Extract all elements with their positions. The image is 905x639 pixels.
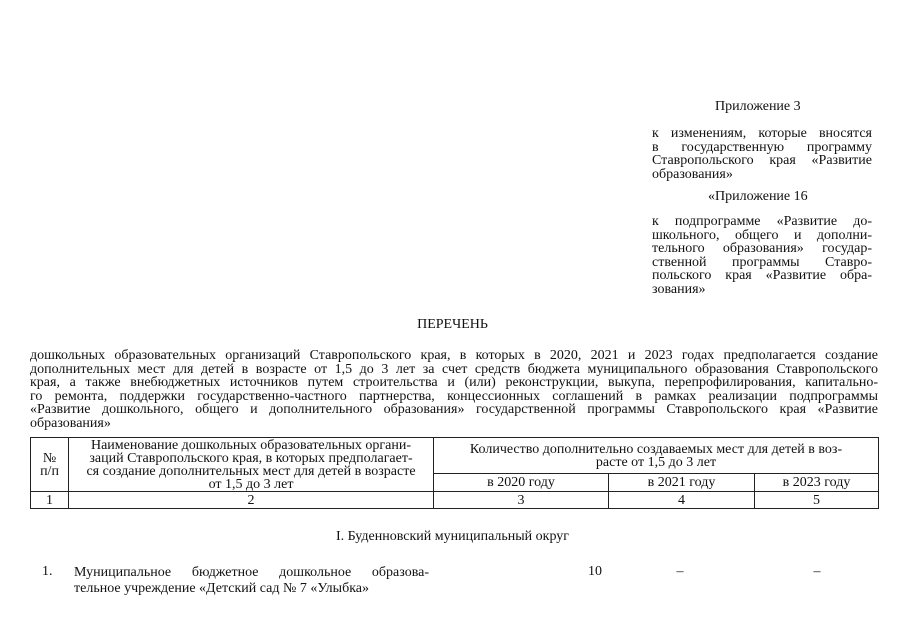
header-year-2021: в 2021 году: [609, 474, 755, 492]
appendix-subprogram-line: зования»: [652, 281, 706, 297]
appendix-subprogram-ref: [652, 215, 872, 296]
row-value-2023: –: [813, 564, 821, 579]
appendix-subprogram-line: ственной программы Ставро-: [652, 254, 872, 270]
intro-line: го ремонта, поддержки государственно-частного партнерства, концессионных соглашений в рамках реализации подпрограммы: [30, 388, 878, 404]
column-number-cell: 2: [69, 492, 434, 509]
row-org-name: [74, 565, 429, 597]
appendix-subprogram-line: тельного образования» государ-: [652, 241, 872, 256]
appendix-changes-line: к изменениям, которые вносятся: [652, 126, 872, 141]
appendix-changes-line: в государственную программу: [652, 139, 872, 155]
appendix-changes-ref: [652, 127, 872, 181]
appendix16-title: «Приложение 16: [708, 189, 808, 204]
appendix-changes-line: Ставропольского края «Развитие: [652, 153, 872, 168]
column-number-cell: 5: [755, 492, 879, 509]
header-year-2023: в 2023 году: [755, 474, 879, 492]
intro-line: образования»: [30, 415, 111, 431]
places-table: [30, 437, 879, 509]
header-year-2020: в 2020 году: [434, 474, 609, 492]
intro-line: края, а также внебюджетных источников путем строительства и (или) реконструкции, выкупа, перепрофилирования, капитально-: [30, 375, 878, 390]
column-number-cell: 3: [434, 492, 609, 509]
document-heading: ПЕРЕЧЕНЬ: [417, 317, 488, 332]
intro-line: «Развитие дошкольного, общего и дополнительного образования» государственной программы Ставропольского края «Развитие: [30, 402, 878, 417]
row-org-name-line: Муниципальное бюджетное дошкольное образова-: [74, 565, 429, 580]
appendix-changes-line: образования»: [652, 166, 733, 182]
row-number: 1.: [42, 564, 53, 579]
appendix-subprogram-line: польского края «Развитие обра-: [652, 268, 872, 283]
intro-line: дополнительных мест для детей в возрасте от 1,5 до 3 лет за счет средств бюджета муниципального образования Ставропольского: [30, 361, 878, 377]
row-value-2020: 10: [588, 564, 602, 579]
header-number: № п/п: [31, 438, 69, 492]
column-number-cell: 4: [609, 492, 755, 509]
row-org-name-line: тельное учреждение «Детский сад № 7 «Улыбка»: [74, 581, 369, 596]
section-title: I. Буденновский муниципальный округ: [335, 529, 570, 544]
header-quantity: Количество дополнительно создаваемых мест для детей в воз- расте от 1,5 до 3 лет: [434, 438, 879, 474]
header-org-name: Наименование дошкольных образовательных органи- заций Ставропольского края, в которых предполагает- ся создание дополнительных мест для детей в возрасте от 1,5 до 3 лет: [69, 438, 434, 492]
appendix-title: Приложение 3: [715, 99, 801, 114]
row-value-2021: –: [676, 564, 684, 579]
appendix-subprogram-line: к подпрограмме «Развитие до-: [652, 214, 872, 229]
appendix-subprogram-line: школьного, общего и дополни-: [652, 227, 872, 243]
column-number-cell: 1: [31, 492, 69, 509]
intro-paragraph: [30, 349, 878, 430]
intro-line: дошкольных образовательных организаций Ставропольского края, в которых в 2020, 2021 и 2023 годах предполагается создание: [30, 348, 878, 363]
